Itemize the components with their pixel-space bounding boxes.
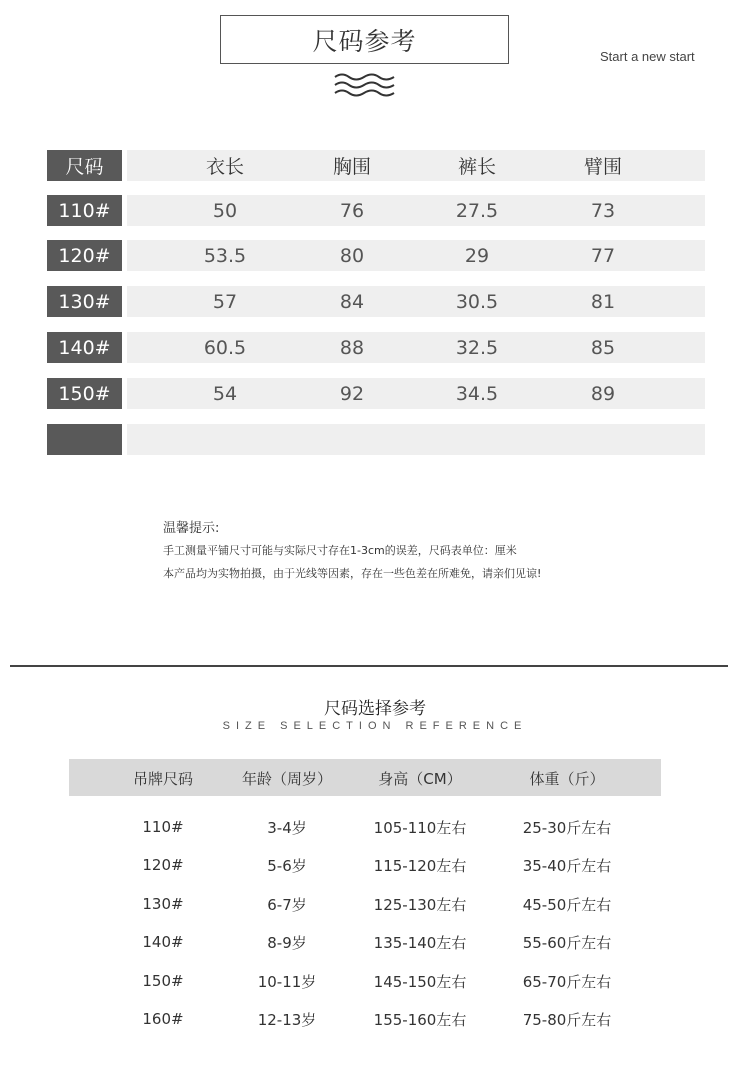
size-label: 150# [47, 378, 122, 409]
table-cell: 35-40斤左右 [522, 856, 612, 875]
table-cell: 25-30斤左右 [522, 818, 612, 837]
table-cell: 60.5 [203, 336, 247, 359]
table-row [47, 378, 705, 409]
table-cell: 57 [212, 290, 238, 313]
table-cell: 29 [464, 244, 490, 267]
selection-subtitle: SIZE SELECTION REFERENCE [222, 720, 528, 732]
size-header-label: 尺码 [47, 150, 122, 181]
page-title-box [220, 15, 509, 64]
selection-title: 尺码选择参考 [324, 699, 426, 719]
table-cell: 65-70斤左右 [522, 972, 612, 991]
wave-lines-icon [333, 72, 395, 98]
table-cell: 125-130左右 [373, 895, 467, 914]
table-cell: 50 [212, 199, 238, 222]
header-cell: 体重（斤） [529, 769, 605, 788]
table-cell: 89 [590, 382, 616, 405]
table-row [47, 195, 705, 226]
table-cell: 6-7岁 [267, 895, 307, 914]
table-cell: 76 [339, 199, 365, 222]
size-label [47, 424, 122, 455]
table-cell: 34.5 [455, 382, 499, 405]
header-cell: 吊牌尺码 [132, 769, 193, 788]
table-row [47, 332, 705, 363]
table-cell: 5-6岁 [267, 856, 307, 875]
table-cell: 30.5 [455, 290, 499, 313]
table-cell: 81 [590, 290, 616, 313]
slogan-text: Start a new start [600, 49, 695, 64]
table-cell: 150# [142, 972, 184, 990]
table-cell: 54 [212, 382, 238, 405]
table-cell: 120# [142, 856, 184, 874]
table-cell: 110# [142, 818, 184, 836]
header-cell: 身高（CM） [378, 769, 462, 788]
table-cell: 3-4岁 [267, 818, 307, 837]
section-divider [10, 665, 728, 667]
header-cell: 胸围 [332, 156, 371, 178]
table-cell: 53.5 [203, 244, 247, 267]
table-cell: 73 [590, 199, 616, 222]
table-cell: 27.5 [455, 199, 499, 222]
notes-heading: 温馨提示: [163, 521, 220, 536]
table-cell: 55-60斤左右 [522, 933, 612, 952]
size-label: 140# [47, 332, 122, 363]
notes-line: 手工测量平铺尺寸可能与实际尺寸存在1-3cm的误差，尺码表单位：厘米 [163, 544, 517, 557]
table-cell: 12-13岁 [257, 1010, 317, 1029]
size-label: 110# [47, 195, 122, 226]
table-row [47, 240, 705, 271]
table-cell: 84 [339, 290, 365, 313]
table-cell: 130# [142, 895, 184, 913]
header-cell: 年龄（周岁） [241, 769, 332, 788]
size-label: 120# [47, 240, 122, 271]
table-cell: 160# [142, 1010, 184, 1028]
table-cell: 85 [590, 336, 616, 359]
size-label: 130# [47, 286, 122, 317]
table-cell: 155-160左右 [373, 1010, 467, 1029]
table-cell: 75-80斤左右 [522, 1010, 612, 1029]
table-cell: 77 [590, 244, 616, 267]
header-cell: 衣长 [205, 156, 244, 178]
page-title: 尺码参考 [312, 26, 417, 56]
table-cell: 140# [142, 933, 184, 951]
size-table-header [47, 150, 705, 181]
table-cell: 135-140左右 [373, 933, 467, 952]
table-cell: 105-110左右 [373, 818, 467, 837]
table-cell: 8-9岁 [267, 933, 307, 952]
header-cell: 裤长 [457, 156, 496, 178]
table-cell: 92 [339, 382, 365, 405]
table-row-empty [47, 424, 705, 455]
table-cell: 80 [339, 244, 365, 267]
notes-line: 本产品均为实物拍摄，由于光线等因素，存在一些色差在所难免，请亲们见谅! [163, 567, 542, 580]
table-cell: 32.5 [455, 336, 499, 359]
table-row [47, 286, 705, 317]
table-cell: 10-11岁 [257, 972, 317, 991]
header-cell: 臂围 [583, 156, 622, 178]
table-cell: 145-150左右 [373, 972, 467, 991]
table-cell: 45-50斤左右 [522, 895, 612, 914]
table-cell: 115-120左右 [373, 856, 467, 875]
table-cell: 88 [339, 336, 365, 359]
